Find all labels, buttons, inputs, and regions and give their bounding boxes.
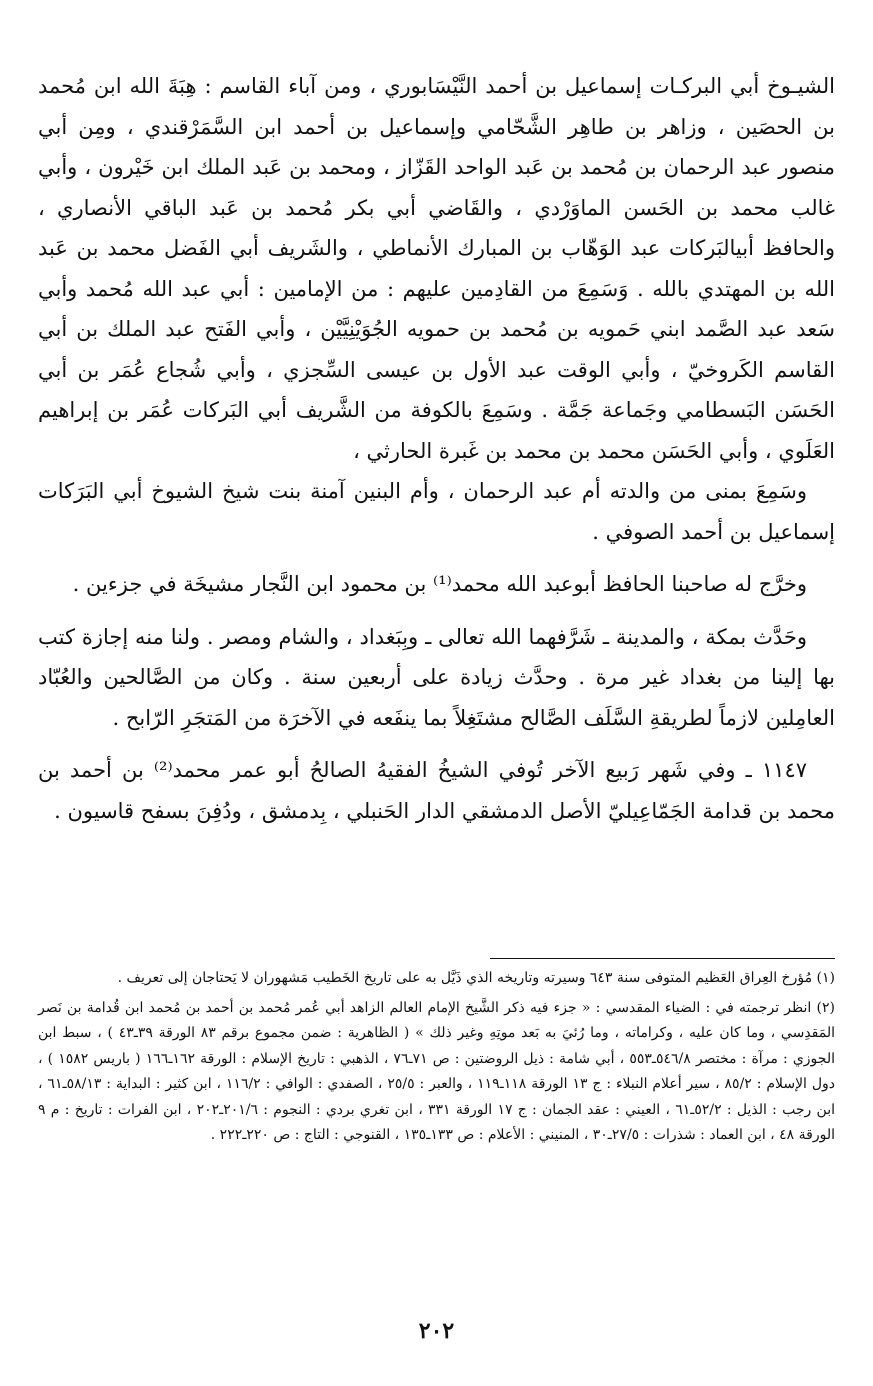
paragraph-teachers: الشيـوخ أبي البركـات إسماعيل بن أحمد النَّيْسَابوري ، ومن آباء القاسم : هِبَةَ الله ابن مُحمد بن الحصَين ، وزاهر بن طاهِر الشَّحّامي وإسماعيل بن أحمد ابن السَّمَرْقندي ، ومِن أبي منصور عبد الرحمان بن مُحمد بن عَبد الواحد القَزّاز ، ومحمد بن عَبد الملك ابن خَيْرون ، وأبي غالب محمد بن الحَسن الماوَرْدي ، والقَاضي أبي بكر مُحمد بن عَبد الباقي الأنصاري ، والحافظ أبيالبَركات عبد الوَهّاب بن المبارك الأنماطي ، والشَريف أبي الفَضل محمد بن عَبد الله بن المهتدي بالله . وَسَمِعَ من القادِمين عليهم : من الإمامين : أبي عبد الله مُحمد وأبي سَعد عبد الصَّمد ابني حَمويه بن مُحمد بن حمويه الجُوَيْنِيَّيْن ، وأبي الفَتح عبد الملك بن أبي القاسم الكَروخيّ ، وأبي الوقت عبد الأول بن عيسى السِّجزي ، وأبي شُجاع عُمَر بن أبي الحَسَن البَسطامي وجَماعة جَمَّة . وسَمِعَ بالكوفة من الشَّريف أبي البَركات عُمَر بن إبراهيم العَلَوي ، وأبي الحَسَن محمد بن محمد بن غَبرة الحارثي ، (38, 74, 836, 463)
main-text (38, 66, 835, 831)
footnote-1: (١) مُؤرخ العِراق العَظيم المتوفى سنة ٦٤٣ وسيرته وتاريخه الذي ذَيَّل به على تاريخ الخَطيب مَشهوران لا يَحتاجان إلى تعريف . (117, 970, 835, 986)
paragraph-entry-1147: ١١٤٧ ـ وفي شَهر رَبيع الآخر تُوفي الشيخُ الفقيهُ الصالحُ أبو عمر محمد⁽²⁾ بن أحمد بن محمد بن قدامة الجَمّاعِيليّ الأصل الدمشقي الدار الحَنبلي ، بِدمشق ، ودُفِنَ بسفح قاسيون . (38, 758, 835, 823)
page-number: ٢٠٢ (418, 1318, 455, 1344)
footnotes (38, 966, 835, 1149)
paragraph-narration: وحَدَّث بمكة ، والمدينة ـ شَرَّفهما الله تعالى ـ وبِبَغداد ، والشام ومصر . ولنا منه إجازة كتب بها إلينا من بغداد غير مرة . وحدَّث زيادة على أربعين سنة . وكان من الصَّالحين والعُبّاد العامِلين لازماً لطريقةِ السَّلَف الصَّالح مشتَغِلاً بما ينفَعه في الآخرَة من المَتجَرِ الرّابح . (38, 624, 835, 730)
paragraph-mina: وسَمِعَ بمنى من والدته أم عبد الرحمان ، وأم البنين آمنة بنت شيخ الشيوخ أبي البَرَكات إسماعيل بن أحمد الصوفي . (38, 479, 835, 544)
footnote-2: (٢) انظر ترجمته في : الضياء المقدسي : « جزء فيه ذكر الشَّيخ الإمام العالم الزاهد أبي عُمر مُحمد بن أحمد بن مُحمد ابن قُدامة بن نَصر المَقدِسي ، وما كان عليه ، وكراماته ، وما رُئيَ به بَعد موتِهِ وغير ذلك » ( الظاهرية : ضمن مجموع برقم ٨٣ الورقة ٣٩ـ٤٣ ) ، سبط ابن الجوزي : مرآة : مختصر ٥٤٦/٨ـ٥٥٣ ، أبي شامة : ذيل الروضتين : ص ٧١ـ٧٦ ، الذهبي : تاريخ الإسلام : الورقة ١٦٢ـ١٦٦ ( باريس ١٥٨٢ ) ، دول الإسلام : ٨٥/٢ ، سير أعلام النبلاء : ج ١٣ الورقة ١١٨ـ١١٩ ، والعبر : ٢٥/٥ ، الصفدي : الوافي : ١١٦/٢ ، ابن كثير : البداية : ٥٨/١٣ـ٦١ ، ابن رجب : الذيل : ٥٢/٢ـ٦١ ، العيني : عقد الجمان : ج ١٧ الورقة ٣٣١ ، ابن تغري بردي : النجوم : ٢٠١/٦ـ٢٠٢ ، ابن الفرات : تاريخ : م ٩ الورقة ٤٨ ، ابن العماد : شذرات : ٢٧/٥ـ٣٠ ، المنيني : الأعلام : ص ١٣٣ـ١٣٥ ، القنوجي : التاج : ص ٢٢٠ـ٢٢٢ . (38, 999, 836, 1143)
footnote-separator (490, 958, 835, 959)
paragraph-mashyakha: وخرَّج له صاحبنا الحافظ أبوعبد الله محمد⁽¹⁾ بن محمود ابن النَّجار مشيخَة في جزءين . (72, 572, 807, 596)
